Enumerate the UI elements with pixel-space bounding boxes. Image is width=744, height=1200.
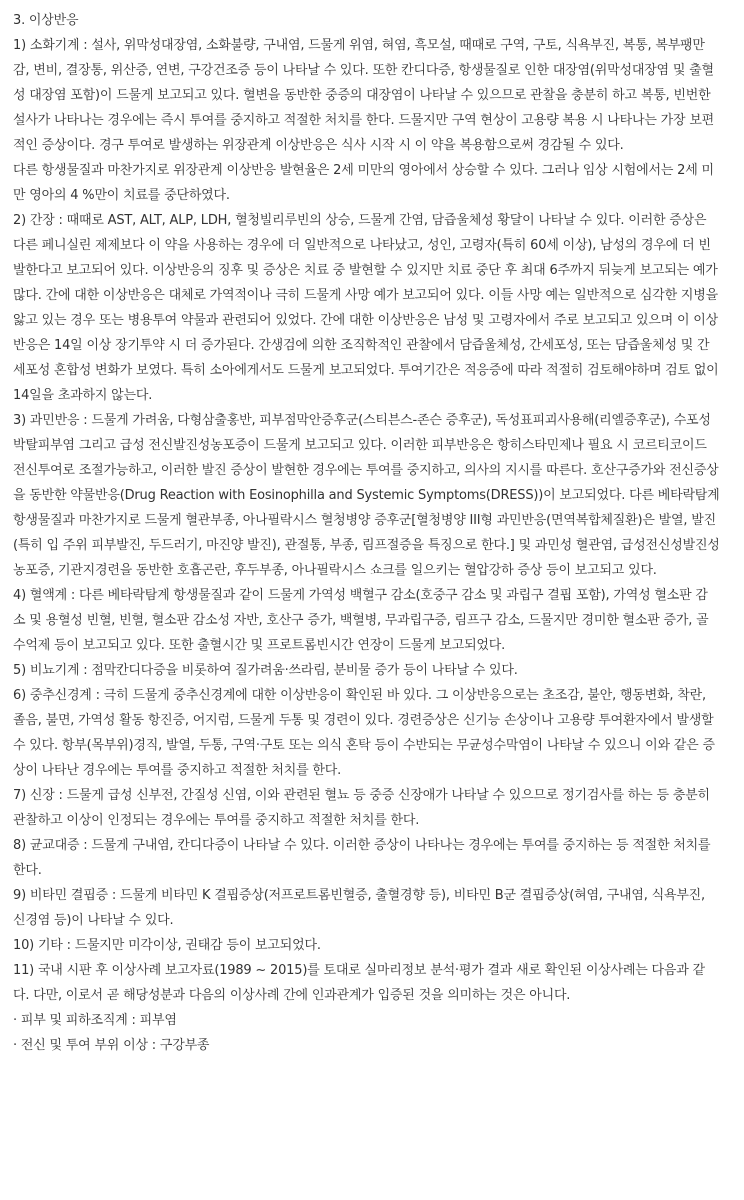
paragraph-postmarketing: 11) 국내 시판 후 이상사례 보고자료(1989 ~ 2015)를 토대로 실마리정보 분석·평가 결과 새로 확인된 이상사례는 다음과 같다. 다만, 이로서 곧 해당성분과 다음의 이상사례 간에 인과관계가 입증된 것을 의미하는 것은 아니다. xyxy=(13,963,705,1003)
paragraph-digestive: 1) 소화기계 : 설사, 위막성대장염, 소화불량, 구내염, 드물게 위염, 혀염, 흑모설, 때때로 구역, 구토, 식욕부진, 복통, 복부팽만감, 변비, 결장통, 위산증, 연변, 구강건조증 등이 나타날 수 있다. 또한 칸디다증, 항생물질로 인한 대장염(위막성대장염 및 출혈성 대장염 포함)이 드물게 보고되고 있다. 혈변을 동반한 중증의 대장염이 나타날 수 있으므로 관찰을 충분히 하고 복통, 빈번한 설사가 나타나는 경우에는 즉시 투여를 중지하고 적절한 처치를 한다. 드물지만 구역 현상이 고용량 복용 시 나타나는 가장 보편적인 증상이다. 경구 투여로 발생하는 위장관계 이상반응은 식사 시작 시 이 약을 복용함으로써 경감될 수 있다. xyxy=(13,38,715,153)
paragraph-hypersensitivity: 3) 과민반응 : 드물게 가려움, 다형삼출홍반, 피부점막안증후군(스티븐스-존슨 증후군), 독성표피괴사용해(리엘증후군), 수포성박탈피부염 그리고 급성 전신발진성농포증이 드물게 보고되고 있다. 이러한 피부반응은 항히스타민제나 필요 시 코르티코이드 전신투여로 조절가능하고, 이러한 발진 증상이 발현한 경우에는 투여를 중지하고, 의사의 지시를 따른다. 호산구증가와 전신증상을 동반한 약물반응(Drug Reaction with Eosinophilla and Systemic Symptoms(DRESS))이 보고되었다. 다른 베타락탐계 항생물질과 마찬가지로 드물게 혈관부종, 아나필락시스 혈청병양 증후군[혈청병양 III형 과민반응(면역복합체질환)은 발열, 발진(특히 입 주위 피부발진, 두드러기, 마진양 발진), 관절통, 부종, 림프절증을 특징으로 한다.] 및 과민성 혈관염, 급성전신성발진성농포증, 기관지경련을 동반한 호흡곤란, 후두부종, 아나필락시스 쇼크를 일으키는 혈압강하 증상 등이 보고되고 있다. xyxy=(13,413,720,578)
paragraph-vitamin: 9) 비타민 결핍증 : 드물게 비타민 K 결핍증상(저프로트롬빈혈증, 출혈경향 등), 비타민 B군 결핍증상(혀염, 구내염, 식욕부진, 신경염 등)이 나타날 수 있다. xyxy=(13,888,705,928)
list-item-systemic: · 전신 및 투여 부위 이상 : 구강부종 xyxy=(13,1038,210,1053)
list-item-skin: · 피부 및 피하조직계 : 피부염 xyxy=(13,1013,177,1028)
section-heading: 3. 이상반응 xyxy=(13,13,79,28)
paragraph-superinfection: 8) 균교대증 : 드물게 구내염, 칸디다증이 나타날 수 있다. 이러한 증상이 나타나는 경우에는 투여를 중지하는 등 적절한 처치를 한다. xyxy=(13,838,711,878)
paragraph-other: 10) 기타 : 드물지만 미각이상, 권태감 등이 보고되었다. xyxy=(13,938,321,953)
paragraph-kidney: 7) 신장 : 드물게 급성 신부전, 간질성 신염, 이와 관련된 혈뇨 등 중증 신장애가 나타날 수 있으므로 정기검사를 하는 등 충분히 관찰하고 이상이 인정되는 경우에는 투여를 중지하고 적절한 처치를 한다. xyxy=(13,788,710,828)
paragraph-cns: 6) 중추신경계 : 극히 드물게 중추신경계에 대한 이상반응이 확인된 바 있다. 그 이상반응으로는 초조감, 불안, 행동변화, 착란, 졸음, 불면, 가역성 활동 항진증, 어지럼, 드물게 두통 및 경련이 있다. 경련증상은 신기능 손상이나 고용량 투여환자에서 발생할 수 있다. 항부(목부위)경직, 발열, 두통, 구역·구토 또는 의식 혼탁 등이 수반되는 무균성수막염이 나타날 수 있으니 이와 같은 증상이 나타난 경우에는 투여를 중지하고 적절한 처치를 한다. xyxy=(13,688,715,778)
paragraph-blood: 4) 혈액계 : 다른 베타락탐계 항생물질과 같이 드물게 가역성 백혈구 감소(호중구 감소 및 과립구 결핍 포함), 가역성 혈소판 감소 및 용혈성 빈혈, 빈혈, 혈소판 감소성 자반, 호산구 증가, 백혈병, 무과립구증, 림프구 감소, 드물지만 경미한 혈소판 증가, 골수억제 등이 보고되고 있다. 또한 출혈시간 및 프로트롬빈시간 연장이 드물게 보고되었다. xyxy=(13,588,709,653)
paragraph-liver: 2) 간장 : 때때로 AST, ALT, ALP, LDH, 혈청빌리루빈의 상승, 드물게 간염, 담즙울체성 황달이 나타날 수 있다. 이러한 증상은 다른 페니실린 제제보다 이 약을 사용하는 경우에 더 일반적으로 나타났고, 성인, 고령자(특히 60세 이상), 남성의 경우에 더 빈발한다고 보고되어 있다. 이상반응의 징후 및 증상은 치료 중 발현할 수 있지만 치료 중단 후 최대 6주까지 뒤늦게 보고되는 예가 많다. 간에 대한 이상반응은 대체로 가역적이나 극히 드물게 사망 예가 보고되어 있다. 이들 사망 예는 일반적으로 심각한 지병을 앓고 있는 경우 또는 병용투여 약물과 관련되어 있었다. 간에 대한 이상반응은 남성 및 고령자에서 주로 보고되고 있으며 이 이상반응은 14일 이상 장기투약 시 더 증가된다. 간생검에 의한 조직학적인 관찰에서 담즙울체성, 간세포성, 또는 담즙울체성 및 간세포성 혼합성 변화가 보였다. 특히 소아에게서도 드물게 보고되었다. 투여기간은 적응증에 따라 적절히 검토해야하며 검토 없이 14일을 초과하지 않는다. xyxy=(13,213,719,403)
paragraph-digestive-infant: 다른 항생물질과 마찬가지로 위장관계 이상반응 발현율은 2세 미만의 영아에서 상승할 수 있다. 그러나 임상 시험에서는 2세 미만 영아의 4 %만이 치료를 중단하였다. xyxy=(13,163,714,203)
paragraph-urinary: 5) 비뇨기계 : 점막칸디다증을 비롯하여 질가려움·쓰라림, 분비물 증가 등이 나타날 수 있다. xyxy=(13,663,518,678)
